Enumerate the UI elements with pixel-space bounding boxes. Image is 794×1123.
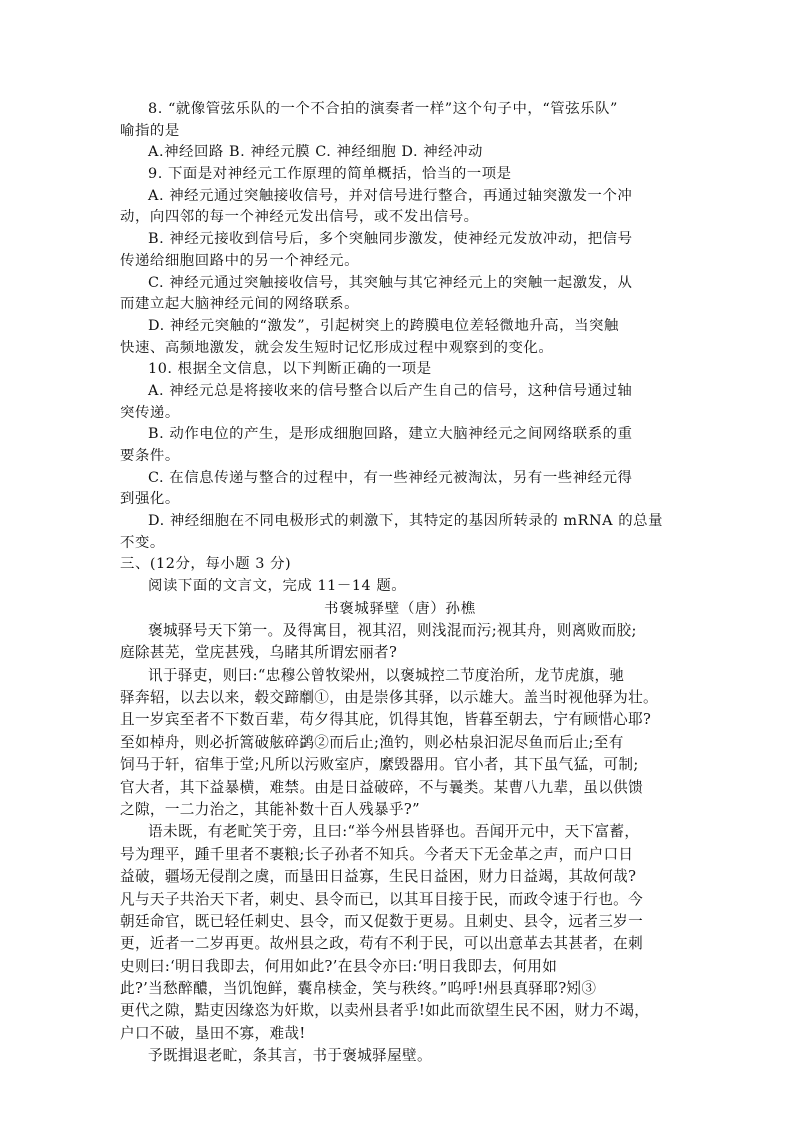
passage-line: 益破，疆场无侵削之虞，而垦田日益寡，生民日益困，财力日益竭，其故何哉? xyxy=(120,868,637,886)
passage-line: 褒城驿号天下第一。及得寓目，视其沼，则浅混而污;视其舟，则离败而胶; xyxy=(148,621,637,639)
passage-line: 户口不破，垦田不寡，难哉! xyxy=(120,1024,306,1042)
q8-stem-line-2: 喻指的是 xyxy=(120,122,180,139)
q9-stem: 9. 下面是对神经元工作原理的简单概括，恰当的一项是 xyxy=(148,166,512,183)
q10-option-c-line-2: 到强化。 xyxy=(120,491,180,508)
q9-option-a-line-1: A. 神经元通过突触接收信号，并对信号进行整合，再通过轴突激发一个冲 xyxy=(148,187,633,204)
section-3-instruction: 阅读下面的文言文，完成 11－14 题。 xyxy=(148,578,407,595)
passage-line: 史则曰:‘明日我即去，何用如此?’在县令亦曰:‘明日我即去，何用如 xyxy=(120,957,558,975)
passage-line: 官大者，其下益暴横，难禁。由是日益破碎，不与曩类。某曹八九辈，虽以供馈 xyxy=(120,778,644,796)
passage-line: 饲马于轩，宿隼于堂;凡所以污败室庐，縻毁器用。官小者，其下虽气猛，可制; xyxy=(120,756,639,774)
q8-stem-line-1: 8. “就像管弦乐队的一个不合拍的演奏者一样”这个句子中，“管弦乐队” xyxy=(148,101,618,117)
q9-option-a-line-2: 动，向四邻的每一个神经元发出信号，或不发出信号。 xyxy=(120,209,479,226)
passage-line: 讯于驿吏，则曰:“忠穆公曾牧梁州，以褒城控二节度治所，龙节虎旗，驰 xyxy=(148,666,625,684)
exam-page xyxy=(120,99,680,1068)
q10-option-a-line-1: A. 神经元总是将接收来的信号整合以后产生自己的信号，这种信号通过轴 xyxy=(148,382,633,399)
q10-stem: 10. 根据全文信息，以下判断正确的一项是 xyxy=(148,361,432,378)
passage-line: 至如棹舟，则必折篙破舷碎鹢②而后止;渔钓，则必枯泉汩泥尽鱼而后止;至有 xyxy=(120,733,624,751)
q9-option-d-line-2: 快速、高频地激发，就会发生短时记忆形成过程中观察到的变化。 xyxy=(120,339,554,356)
q8-options: A.神经回路 B. 神经元膜 C. 神经细胞 D. 神经冲动 xyxy=(148,144,483,161)
passage-line: 号为理平，踵千里者不裹粮;长子孙者不知兵。今者天下无金革之声，而户口日 xyxy=(120,845,634,863)
q9-option-d-line-1: D. 神经元突触的“激发”，引起树突上的跨膜电位差轻微地升高，当突触 xyxy=(148,317,619,334)
q10-option-d-line-1: D. 神经细胞在不同电极形式的刺激下，其特定的基因所转录的 mRNA 的总量 xyxy=(148,513,664,530)
passage-line: 驿奔轺，以去以来，毂交蹄劘①，由是崇侈其驿，以示雄大。盖当时视他驿为壮。 xyxy=(120,688,658,706)
passage-line: 更，近者一二岁再更。故州县之政，苟有不利于民，可以出意革去其甚者，在刺 xyxy=(120,935,644,953)
passage-line: 凡与天子共治天下者，刺史、县令而已，以其耳目接于民，而政令速于行也。今 xyxy=(120,890,644,908)
q10-option-d-line-2: 不变。 xyxy=(120,534,165,551)
passage-line: 朝廷命官，既已轻任刺史、县令，而又促数于更易。且刺史、县令，远者三岁一 xyxy=(120,912,644,930)
q9-option-b-line-2: 传递给细胞回路中的另一个神经元。 xyxy=(120,252,360,269)
passage-line: 庭除甚芜，堂庑甚残，乌睹其所谓宏丽者? xyxy=(120,644,398,662)
passage-line: 语未既，有老甿笑于旁，且曰:“举今州县皆驿也。吾闻开元中，天下富蓄， xyxy=(148,823,640,841)
q10-option-c-line-1: C. 在信息传递与整合的过程中，有一些神经元被淘汰，另有一些神经元得 xyxy=(148,469,633,486)
passage-line: 之隙，一二力治之，其能补数十百人残暴乎?” xyxy=(120,800,420,818)
q10-option-a-line-2: 突传递。 xyxy=(120,404,180,421)
passage-line: 予既揖退老甿，条其言，书于褒城驿屋壁。 xyxy=(148,1047,432,1065)
q10-option-b-line-1: B. 动作电位的产生，是形成细胞回路，建立大脑神经元之间网络联系的重 xyxy=(148,426,633,443)
passage-line: 且一岁宾至者不下数百辈，苟夕得其庇，饥得其饱，皆暮至朝去，宁有顾惜心耶? xyxy=(120,711,652,729)
section-3-heading: 三、(12分，每小题 3 分) xyxy=(120,556,292,573)
q10-option-b-line-2: 要条件。 xyxy=(120,448,180,464)
q9-option-c-line-2: 而建立起大脑神经元间的网络联系。 xyxy=(120,296,360,313)
q9-option-b-line-1: B. 神经元接收到信号后，多个突触同步激发，使神经元发放冲动，把信号 xyxy=(148,231,633,248)
passage-line: 更代之隙，黠吏因缘恣为奸欺，以卖州县者乎!如此而欲望生民不困，财力不竭， xyxy=(120,1002,650,1020)
passage-title: 书褒城驿壁（唐）孙樵 xyxy=(324,600,476,617)
q9-option-c-line-1: C. 神经元通过突触接收信号，其突触与其它神经元上的突触一起激发，从 xyxy=(148,274,633,291)
passage-line: 此?’当愁醉醲，当饥饱鲜，囊帛椟金，笑与秩终。”呜呼!州县真驿耶?矧③ xyxy=(120,980,597,998)
